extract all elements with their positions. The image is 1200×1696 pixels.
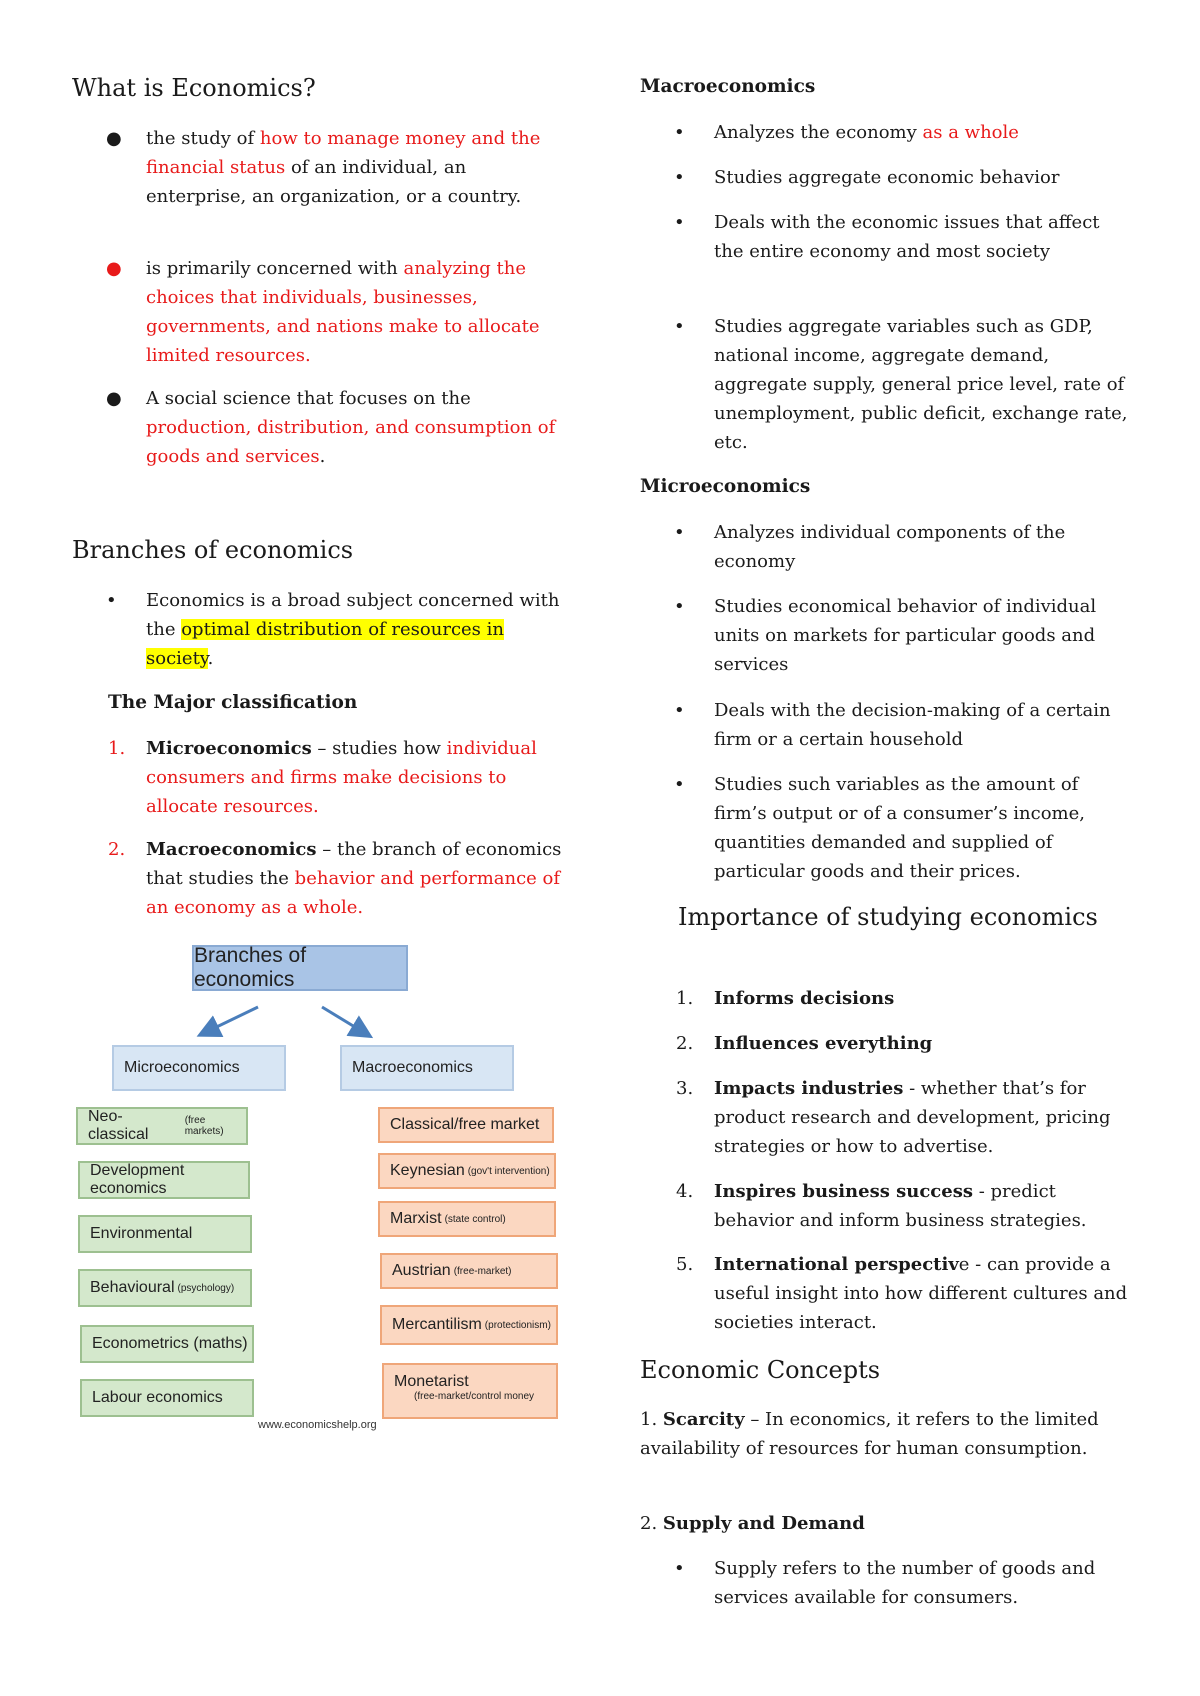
bullet-dot: ● <box>106 128 122 149</box>
bullet-dot: • <box>674 700 685 721</box>
micro-bullet-4: • Studies such variables as the amount of firm’s output or of a consumer’s income, quantities demanded and supplied of particular goods and their prices. <box>640 770 1130 886</box>
diagram-right-item: Austrian (free-market) <box>380 1253 558 1289</box>
macro-bullet-4: • Studies aggregate variables such as GDP, national income, aggregate demand, aggregate supply, general price level, rate of unemployment, public deficit, exchange rate, etc. <box>640 312 1130 457</box>
concept-supply-demand: 2. Supply and Demand <box>640 1513 865 1534</box>
diagram-micro: Microeconomics <box>112 1045 286 1091</box>
major-classification-heading: The Major classification <box>108 692 358 713</box>
micro-heading: Microeconomics <box>640 476 811 497</box>
supply-bullet: • Supply refers to the number of goods and services available for consumers. <box>640 1554 1130 1612</box>
bullet-dot: ● <box>106 388 122 409</box>
bullet-dot: • <box>674 167 685 188</box>
branches-heading: Branches of economics <box>72 536 354 564</box>
what-bullet-1: ● the study of how to manage money and the financial status of an individual, an enterprise, an organization, or a country. <box>72 124 562 211</box>
importance-item-1: 1. Informs decisions <box>676 988 895 1009</box>
bullet-dot: • <box>674 522 685 543</box>
diagram-right-item: Classical/free market <box>378 1107 554 1143</box>
importance-heading: Importance of studying economics <box>678 903 1098 931</box>
diagram-title: Branches of economics <box>192 945 408 991</box>
arrow-right <box>322 1007 368 1035</box>
bullet-dot: • <box>674 212 685 233</box>
arrow-left <box>202 1007 258 1034</box>
diagram-left-item: Neo-classical (free markets) <box>76 1107 248 1145</box>
macro-bullet-3: • Deals with the economic issues that affect the entire economy and most society <box>640 208 1130 266</box>
bullet-dot: • <box>674 1558 685 1579</box>
what-bullet-3: ● A social science that focuses on the production, distribution, and consumption of goods and services. <box>72 384 562 471</box>
diagram-right-item: Mercantilism (protectionism) <box>380 1305 558 1345</box>
diagram-arrows <box>72 935 562 1045</box>
major-item-2: 2. Macroeconomics – the branch of economics that studies the behavior and performance of an economy as a whole. <box>108 839 562 918</box>
importance-item-5: 5. International perspective - can provide a useful insight into how different cultures and societies interact. <box>676 1254 1128 1333</box>
diagram-left-item: Econometrics (maths) <box>80 1325 254 1363</box>
importance-item-4: 4. Inspires business success - predict behavior and inform business strategies. <box>676 1181 1087 1231</box>
bullet-dot: • <box>674 122 685 143</box>
importance-item-2: 2. Influences everything <box>676 1033 933 1054</box>
micro-bullet-1: • Analyzes individual components of the economy <box>640 518 1130 576</box>
major-item-1: 1. Microeconomics – studies how individual consumers and firms make decisions to allocate resources. <box>108 738 537 817</box>
bullet-dot: • <box>674 774 685 795</box>
bullet-dot: • <box>106 590 117 611</box>
micro-bullet-2: • Studies economical behavior of individual units on markets for particular goods and services <box>640 592 1130 679</box>
diagram-source: www.economicshelp.org <box>258 1419 377 1431</box>
importance-item-3: 3. Impacts industries - whether that’s for product research and development, pricing strategies or how to advertise. <box>676 1078 1111 1157</box>
branches-bullet: • Economics is a broad subject concerned with the optimal distribution of resources in society. <box>72 586 562 673</box>
bullet-dot: • <box>674 596 685 617</box>
micro-bullet-3: • Deals with the decision-making of a certain firm or a certain household <box>640 696 1130 754</box>
what-is-economics-heading: What is Economics? <box>72 74 316 102</box>
diagram-right-item: Keynesian (gov't intervention) <box>378 1153 556 1189</box>
macro-bullet-1: • Analyzes the economy as a whole <box>640 118 1130 147</box>
diagram-left-item: Labour economics <box>80 1379 254 1417</box>
macro-heading: Macroeconomics <box>640 76 816 97</box>
concept-scarcity: 1. Scarcity – In economics, it refers to the limited availability of resources for human consumption. <box>640 1409 1099 1459</box>
bullet-dot: ● <box>106 258 122 279</box>
branches-diagram <box>72 935 562 1465</box>
diagram-macro: Macroeconomics <box>340 1045 514 1091</box>
macro-bullet-2: • Studies aggregate economic behavior <box>640 163 1130 192</box>
diagram-left-item: Behavioural (psychology) <box>78 1269 252 1307</box>
diagram-left-item: Development economics <box>78 1161 250 1199</box>
concepts-heading: Economic Concepts <box>640 1356 881 1384</box>
diagram-right-item: Marxist (state control) <box>378 1201 556 1237</box>
bullet-dot: • <box>674 316 685 337</box>
diagram-right-item: Monetarist (free-market/control money <box>382 1363 558 1419</box>
diagram-left-item: Environmental <box>78 1215 252 1253</box>
what-bullet-2: ● is primarily concerned with analyzing the choices that individuals, businesses, governments, and nations make to allocate limited resources. <box>72 254 562 370</box>
